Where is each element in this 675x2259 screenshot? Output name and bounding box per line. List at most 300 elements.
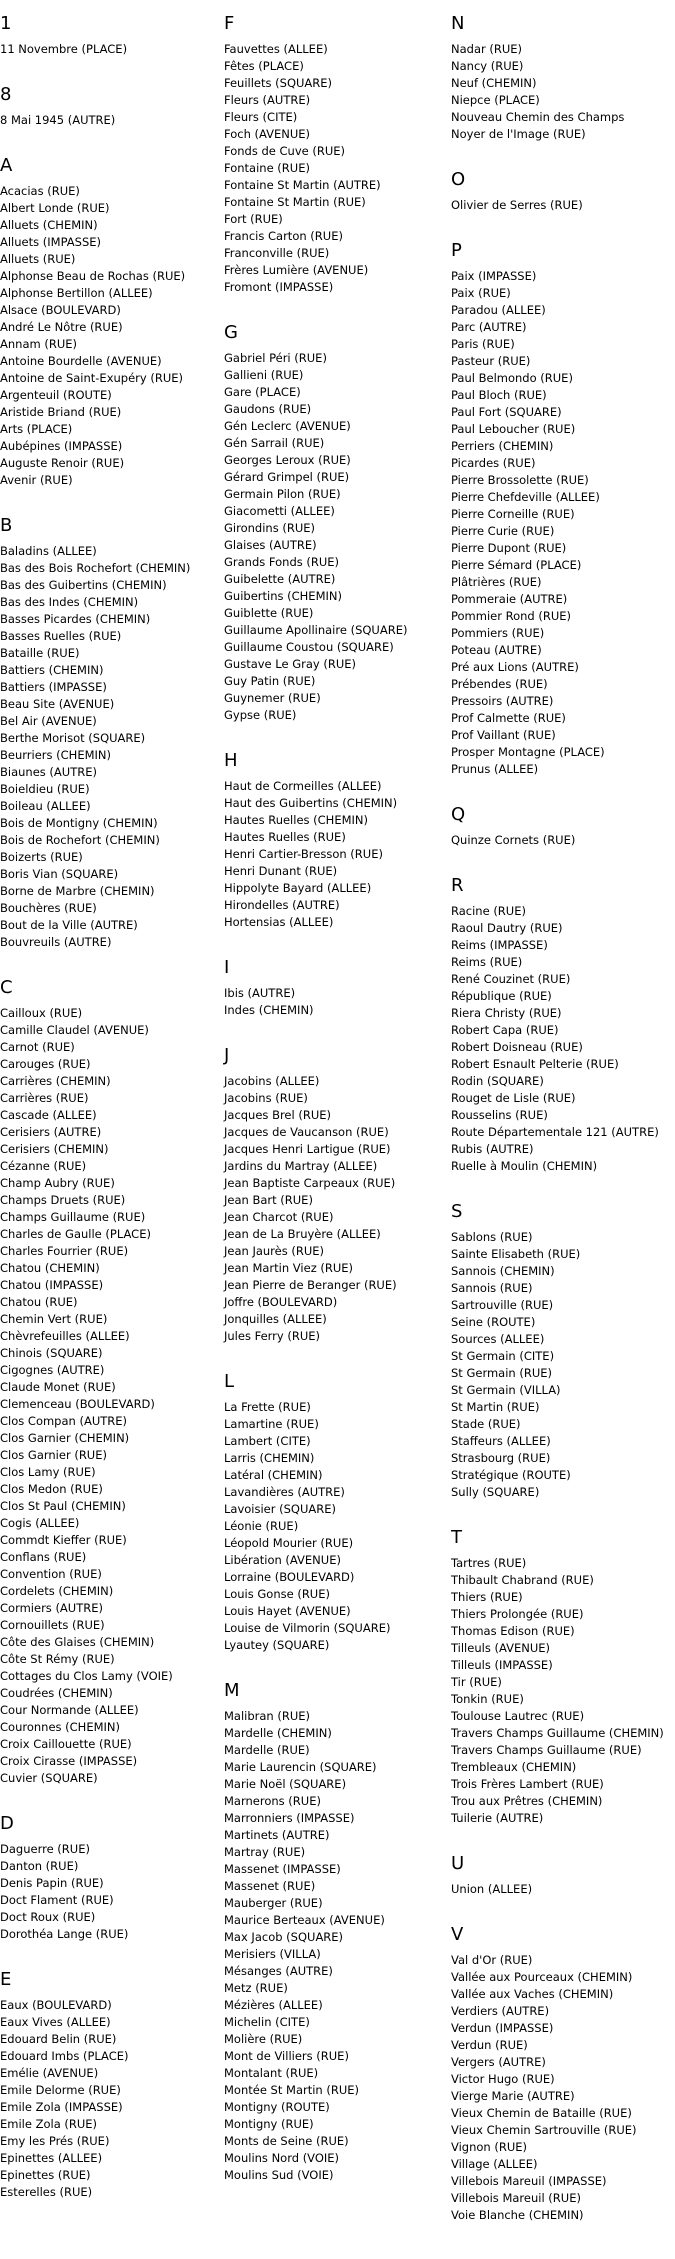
section-letter-heading: 8	[0, 84, 12, 105]
street-entry: Battiers (IMPASSE)	[0, 680, 107, 694]
street-entry: Chatou (CHEMIN)	[0, 1261, 100, 1275]
letter-section	[451, 1200, 675, 1501]
street-entry: Nouveau Chemin des Champs	[451, 110, 625, 124]
street-entry: Michelin (CITE)	[224, 2015, 310, 2029]
street-entry: Biaunes (AUTRE)	[0, 765, 97, 779]
section-letter-heading: T	[451, 1527, 462, 1548]
street-entry: Guy Patin (RUE)	[224, 674, 316, 688]
street-list	[224, 41, 446, 296]
letter-section	[0, 1812, 222, 1943]
street-entry: Bouvreuils (AUTRE)	[0, 935, 112, 949]
street-entry: Villebois Mareuil (RUE)	[451, 2191, 581, 2205]
street-entry: Gypse (RUE)	[224, 708, 297, 722]
street-entry: Ruelle à Moulin (CHEMIN)	[451, 1159, 598, 1173]
street-entry: Charles Fourrier (RUE)	[0, 1244, 129, 1258]
street-entry: Joffre (BOULEVARD)	[224, 1295, 338, 1309]
street-entry: Chatou (IMPASSE)	[0, 1278, 104, 1292]
street-list	[451, 1881, 675, 1898]
street-entry: Cigognes (AUTRE)	[0, 1363, 105, 1377]
street-entry: Glaises (AUTRE)	[224, 538, 317, 552]
street-entry: Avenir (RUE)	[0, 473, 73, 487]
section-letter-heading: V	[451, 1924, 464, 1945]
street-entry: Charles de Gaulle (PLACE)	[0, 1227, 151, 1241]
section-letter-heading: C	[0, 977, 13, 998]
street-entry: Foch (AVENUE)	[224, 127, 311, 141]
street-entry: Robert Doisneau (RUE)	[451, 1040, 583, 1054]
street-entry: Commdt Kieffer (RUE)	[0, 1533, 127, 1547]
street-entry: Eaux (BOULEVARD)	[0, 1998, 112, 2012]
street-entry: Chemin Vert (RUE)	[0, 1312, 108, 1326]
street-list	[451, 832, 675, 849]
street-entry: Rubis (AUTRE)	[451, 1142, 534, 1156]
street-entry: Clos Medon (RUE)	[0, 1482, 103, 1496]
street-entry: Villebois Mareuil (IMPASSE)	[451, 2174, 607, 2188]
street-entry: Borne de Marbre (CHEMIN)	[0, 884, 155, 898]
street-list	[451, 1952, 675, 2224]
street-entry: Hippolyte Bayard (ALLEE)	[224, 881, 372, 895]
street-entry: Battiers (CHEMIN)	[0, 663, 104, 677]
street-entry: Bas des Bois Rochefort (CHEMIN)	[0, 561, 191, 575]
street-entry: Paul Fort (SQUARE)	[451, 405, 562, 419]
street-entry: Gustave Le Gray (RUE)	[224, 657, 357, 671]
street-entry: Mardelle (CHEMIN)	[224, 1726, 332, 1740]
street-entry: Union (ALLEE)	[451, 1882, 533, 1896]
street-entry: Pierre Curie (RUE)	[451, 524, 555, 538]
street-entry: Alluets (CHEMIN)	[0, 218, 98, 232]
street-entry: Larris (CHEMIN)	[224, 1451, 315, 1465]
street-entry: Lyautey (SQUARE)	[224, 1638, 330, 1652]
street-list	[0, 112, 222, 129]
street-entry: Jacques de Vaucanson (RUE)	[224, 1125, 389, 1139]
street-entry: Metz (RUE)	[224, 1981, 288, 1995]
street-entry: Bas des Guibertins (CHEMIN)	[0, 578, 167, 592]
street-entry: St Germain (RUE)	[451, 1366, 553, 1380]
street-entry: Guillaume Apollinaire (SQUARE)	[224, 623, 408, 637]
street-entry: Dorothéa Lange (RUE)	[0, 1927, 129, 1941]
street-entry: Village (ALLEE)	[451, 2157, 538, 2171]
street-entry: Vieux Chemin Sartrouville (RUE)	[451, 2123, 637, 2137]
section-spacer	[224, 931, 446, 956]
street-entry: Fonds de Cuve (RUE)	[224, 144, 346, 158]
street-entry: Prunus (ALLEE)	[451, 762, 539, 776]
street-list	[0, 1997, 222, 2201]
street-entry: Vieux Chemin de Bataille (RUE)	[451, 2106, 632, 2120]
street-entry: Louise de Vilmorin (SQUARE)	[224, 1621, 391, 1635]
street-entry: Carouges (RUE)	[0, 1057, 91, 1071]
street-entry: Rodin (SQUARE)	[451, 1074, 544, 1088]
street-entry: Albert Londe (RUE)	[0, 201, 110, 215]
letter-section	[224, 956, 446, 1019]
street-entry: Paul Leboucher (RUE)	[451, 422, 576, 436]
street-entry: Plâtrières (RUE)	[451, 575, 542, 589]
street-entry: Frères Lumière (AVENUE)	[224, 263, 369, 277]
street-list	[451, 268, 675, 778]
street-entry: Molière (RUE)	[224, 2032, 303, 2046]
section-spacer	[0, 951, 222, 976]
street-entry: Montée St Martin (RUE)	[224, 2083, 360, 2097]
street-entry: Route Départementale 121 (AUTRE)	[451, 1125, 659, 1139]
section-spacer	[0, 1787, 222, 1812]
street-entry: Thomas Edison (RUE)	[451, 1624, 575, 1638]
street-entry: Daguerre (RUE)	[0, 1842, 90, 1856]
street-entry: Jonquilles (ALLEE)	[224, 1312, 327, 1326]
street-entry: Thiers (RUE)	[451, 1590, 523, 1604]
street-entry: Hirondelles (AUTRE)	[224, 898, 340, 912]
street-entry: Riera Christy (RUE)	[451, 1006, 562, 1020]
street-entry: Gén Leclerc (AVENUE)	[224, 419, 351, 433]
street-entry: Champs Guillaume (RUE)	[0, 1210, 146, 1224]
street-list	[224, 778, 446, 931]
letter-section	[451, 1526, 675, 1827]
street-entry: Denis Papin (RUE)	[0, 1876, 104, 1890]
index-column-1	[0, 12, 222, 2201]
street-entry: Thiers Prolongée (RUE)	[451, 1607, 584, 1621]
letter-section	[451, 12, 675, 143]
street-entry: Alphonse Beau de Rochas (RUE)	[0, 269, 186, 283]
street-entry: Guillaume Coustou (SQUARE)	[224, 640, 394, 654]
street-entry: Prosper Montagne (PLACE)	[451, 745, 605, 759]
street-entry: Gallieni (RUE)	[224, 368, 304, 382]
letter-section	[0, 514, 222, 951]
street-entry: Sully (SQUARE)	[451, 1485, 540, 1499]
street-entry: Cascade (ALLEE)	[0, 1108, 97, 1122]
street-entry: Grands Fonds (RUE)	[224, 555, 340, 569]
street-entry: Poteau (AUTRE)	[451, 643, 542, 657]
letter-section	[451, 239, 675, 778]
street-entry: Cézanne (RUE)	[0, 1159, 87, 1173]
street-entry: Haut des Guibertins (CHEMIN)	[224, 796, 398, 810]
street-entry: Fontaine St Martin (AUTRE)	[224, 178, 381, 192]
street-entry: Latéral (CHEMIN)	[224, 1468, 323, 1482]
street-entry: Moulins Sud (VOIE)	[224, 2168, 334, 2182]
street-entry: Pierre Sémard (PLACE)	[451, 558, 582, 572]
street-entry: Jean Charcot (RUE)	[224, 1210, 334, 1224]
street-entry: Aristide Briand (RUE)	[0, 405, 122, 419]
section-letter-heading: Q	[451, 804, 466, 825]
street-entry: Danton (RUE)	[0, 1859, 79, 1873]
street-entry: Jardins du Martray (ALLEE)	[224, 1159, 378, 1173]
street-entry: Girondins (RUE)	[224, 521, 315, 535]
street-entry: Reims (RUE)	[451, 955, 523, 969]
section-letter-heading: U	[451, 1853, 465, 1874]
street-entry: Auguste Renoir (RUE)	[0, 456, 125, 470]
street-entry: Gén Sarrail (RUE)	[224, 436, 325, 450]
street-entry: Bel Air (AVENUE)	[0, 714, 97, 728]
street-entry: Eaux Vives (ALLEE)	[0, 2015, 111, 2029]
letter-section	[451, 1923, 675, 2224]
street-entry: Edouard Imbs (PLACE)	[0, 2049, 129, 2063]
street-entry: Cour Normande (ALLEE)	[0, 1703, 139, 1717]
section-spacer	[451, 849, 675, 874]
index-column-2	[224, 12, 446, 2184]
street-list	[224, 1399, 446, 1654]
street-entry: Cuvier (SQUARE)	[0, 1771, 98, 1785]
street-list	[0, 1005, 222, 1787]
letter-section	[451, 874, 675, 1175]
street-entry: Louis Gonse (RUE)	[224, 1587, 330, 1601]
street-entry: Robert Capa (RUE)	[451, 1023, 559, 1037]
street-entry: Prébendes (RUE)	[451, 677, 548, 691]
street-entry: Giacometti (ALLEE)	[224, 504, 335, 518]
section-letter-heading: P	[451, 240, 462, 261]
street-entry: Nancy (RUE)	[451, 59, 524, 73]
section-spacer	[451, 1898, 675, 1923]
section-letter-heading: A	[0, 155, 13, 176]
street-list	[451, 197, 675, 214]
section-letter-heading: R	[451, 875, 464, 896]
street-entry: St Martin (RUE)	[451, 1400, 540, 1414]
street-entry: Jean Martin Viez (RUE)	[224, 1261, 354, 1275]
street-entry: Jean Jaurès (RUE)	[224, 1244, 325, 1258]
street-entry: Parc (AUTRE)	[451, 320, 527, 334]
street-entry: Cailloux (RUE)	[0, 1006, 83, 1020]
section-letter-heading: O	[451, 169, 466, 190]
street-entry: Bois de Montigny (CHEMIN)	[0, 816, 158, 830]
street-entry: Libération (AVENUE)	[224, 1553, 341, 1567]
street-entry: Emélie (AVENUE)	[0, 2066, 99, 2080]
street-entry: Montalant (RUE)	[224, 2066, 319, 2080]
street-entry: Guynemer (RUE)	[224, 691, 321, 705]
street-entry: Sources (ALLEE)	[451, 1332, 545, 1346]
street-entry: Beurriers (CHEMIN)	[0, 748, 111, 762]
street-entry: Pressoirs (AUTRE)	[451, 694, 554, 708]
letter-section	[224, 1679, 446, 2184]
street-entry: Jean Baptiste Carpeaux (RUE)	[224, 1176, 396, 1190]
section-spacer	[224, 724, 446, 749]
street-entry: Ibis (AUTRE)	[224, 986, 296, 1000]
street-entry: Sablons (RUE)	[451, 1230, 533, 1244]
street-list	[0, 183, 222, 489]
street-entry: Côte St Rémy (RUE)	[0, 1652, 115, 1666]
street-entry: Sannois (CHEMIN)	[451, 1264, 555, 1278]
street-list	[451, 41, 675, 143]
letter-section	[224, 749, 446, 931]
street-entry: Cottages du Clos Lamy (VOIE)	[0, 1669, 173, 1683]
section-letter-heading: I	[224, 957, 230, 978]
street-entry: Lambert (CITE)	[224, 1434, 311, 1448]
street-entry: Tonkin (RUE)	[451, 1692, 524, 1706]
street-entry: Aubépines (IMPASSE)	[0, 439, 123, 453]
street-entry: Marie Noël (SQUARE)	[224, 1777, 347, 1791]
street-entry: Cerisiers (AUTRE)	[0, 1125, 102, 1139]
street-entry: Gare (PLACE)	[224, 385, 301, 399]
section-letter-heading: M	[224, 1680, 240, 1701]
letter-section	[224, 12, 446, 296]
letter-section	[0, 83, 222, 129]
street-entry: Pasteur (RUE)	[451, 354, 531, 368]
street-entry: Germain Pilon (RUE)	[224, 487, 341, 501]
section-spacer	[451, 214, 675, 239]
letter-section	[224, 321, 446, 724]
street-entry: Prof Vaillant (RUE)	[451, 728, 556, 742]
street-entry: Vallée aux Vaches (CHEMIN)	[451, 1987, 614, 2001]
street-entry: Indes (CHEMIN)	[224, 1003, 314, 1017]
street-entry: Martinets (AUTRE)	[224, 1828, 330, 1842]
street-entry: St Germain (CITE)	[451, 1349, 555, 1363]
street-entry: Racine (RUE)	[451, 904, 526, 918]
street-entry: 8 Mai 1945 (AUTRE)	[0, 113, 116, 127]
street-list	[0, 1841, 222, 1943]
street-entry: Vergers (AUTRE)	[451, 2055, 546, 2069]
street-entry: Pierre Chefdeville (ALLEE)	[451, 490, 600, 504]
street-entry: Franconville (RUE)	[224, 246, 330, 260]
street-list	[0, 543, 222, 951]
street-entry: Trois Frères Lambert (RUE)	[451, 1777, 604, 1791]
street-entry: Clos Garnier (RUE)	[0, 1448, 107, 1462]
street-list	[0, 41, 222, 58]
section-spacer	[0, 129, 222, 154]
street-entry: Epinettes (RUE)	[0, 2168, 91, 2182]
section-spacer	[451, 1827, 675, 1852]
street-entry: Tuilerie (AUTRE)	[451, 1811, 544, 1825]
street-entry: Paix (IMPASSE)	[451, 269, 537, 283]
street-entry: Gaudons (RUE)	[224, 402, 312, 416]
street-entry: Emile Zola (RUE)	[0, 2117, 98, 2131]
street-entry: Seine (ROUTE)	[451, 1315, 536, 1329]
street-entry: René Couzinet (RUE)	[451, 972, 571, 986]
street-entry: Max Jacob (SQUARE)	[224, 1930, 344, 1944]
street-entry: Olivier de Serres (RUE)	[451, 198, 583, 212]
street-entry: Vignon (RUE)	[451, 2140, 528, 2154]
street-entry: Henri Dunant (RUE)	[224, 864, 338, 878]
street-entry: Paix (RUE)	[451, 286, 511, 300]
street-entry: Mardelle (RUE)	[224, 1743, 310, 1757]
street-list	[224, 1708, 446, 2184]
street-entry: Vierge Marie (AUTRE)	[451, 2089, 575, 2103]
street-entry: Cordelets (CHEMIN)	[0, 1584, 114, 1598]
street-entry: Coudrées (CHEMIN)	[0, 1686, 113, 1700]
street-entry: Moulins Nord (VOIE)	[224, 2151, 340, 2165]
street-entry: Massenet (RUE)	[224, 1879, 316, 1893]
street-entry: Fleurs (CITE)	[224, 110, 298, 124]
street-entry: Clos Lamy (RUE)	[0, 1465, 96, 1479]
street-entry: Léopold Mourier (RUE)	[224, 1536, 354, 1550]
street-entry: Picardes (RUE)	[451, 456, 536, 470]
street-entry: Jacobins (RUE)	[224, 1091, 308, 1105]
street-entry: Staffeurs (ALLEE)	[451, 1434, 551, 1448]
street-entry: Tilleuls (IMPASSE)	[451, 1658, 553, 1672]
street-entry: Bois de Rochefort (CHEMIN)	[0, 833, 160, 847]
street-entry: Tir (RUE)	[451, 1675, 502, 1689]
street-entry: Vallée aux Pourceaux (CHEMIN)	[451, 1970, 633, 1984]
street-entry: Pierre Corneille (RUE)	[451, 507, 575, 521]
street-entry: Basses Picardes (CHEMIN)	[0, 612, 151, 626]
section-letter-heading: E	[0, 1969, 12, 1990]
street-entry: Jean Bart (RUE)	[224, 1193, 313, 1207]
street-entry: Travers Champs Guillaume (CHEMIN)	[451, 1726, 664, 1740]
letter-section	[0, 12, 222, 58]
street-entry: Champs Druets (RUE)	[0, 1193, 126, 1207]
street-entry: Fleurs (AUTRE)	[224, 93, 311, 107]
street-entry: Alphonse Bertillon (ALLEE)	[0, 286, 153, 300]
street-entry: Haut de Cormeilles (ALLEE)	[224, 779, 382, 793]
section-letter-heading: 1	[0, 13, 12, 34]
section-spacer	[0, 489, 222, 514]
street-entry: Beau Site (AVENUE)	[0, 697, 115, 711]
street-list	[451, 1555, 675, 1827]
street-entry: Chatou (RUE)	[0, 1295, 78, 1309]
letter-section	[224, 1044, 446, 1345]
street-entry: Martray (RUE)	[224, 1845, 306, 1859]
street-entry: Thibault Chabrand (RUE)	[451, 1573, 594, 1587]
street-entry: Mauberger (RUE)	[224, 1896, 323, 1910]
index-column-3	[451, 12, 675, 2224]
section-spacer	[0, 58, 222, 83]
street-entry: Nadar (RUE)	[451, 42, 523, 56]
street-entry: Robert Esnault Pelterie (RUE)	[451, 1057, 619, 1071]
section-letter-heading: D	[0, 1813, 14, 1834]
letter-section	[0, 1968, 222, 2201]
street-entry: Léonie (RUE)	[224, 1519, 299, 1533]
street-entry: Alsace (BOULEVARD)	[0, 303, 121, 317]
section-letter-heading: S	[451, 1201, 463, 1222]
street-entry: Sannois (RUE)	[451, 1281, 533, 1295]
street-entry: Carnot (RUE)	[0, 1040, 75, 1054]
street-entry: 11 Novembre (PLACE)	[0, 42, 128, 56]
street-entry: Cerisiers (CHEMIN)	[0, 1142, 109, 1156]
street-entry: Annam (RUE)	[0, 337, 77, 351]
letter-section	[0, 976, 222, 1787]
street-entry: Jules Ferry (RUE)	[224, 1329, 321, 1343]
street-entry: Chèvrefeuilles (ALLEE)	[0, 1329, 130, 1343]
street-entry: Stratégique (ROUTE)	[451, 1468, 571, 1482]
street-entry: Bout de la Ville (AUTRE)	[0, 918, 138, 932]
street-entry: Feuillets (SQUARE)	[224, 76, 333, 90]
street-entry: Maurice Berteaux (AVENUE)	[224, 1913, 385, 1927]
street-entry: Baladins (ALLEE)	[0, 544, 97, 558]
section-spacer	[224, 1345, 446, 1370]
street-entry: Georges Leroux (RUE)	[224, 453, 351, 467]
street-entry: Champ Aubry (RUE)	[0, 1176, 115, 1190]
street-entry: Reims (IMPASSE)	[451, 938, 548, 952]
street-entry: Quinze Cornets (RUE)	[451, 833, 576, 847]
street-entry: Camille Claudel (AVENUE)	[0, 1023, 149, 1037]
street-entry: La Frette (RUE)	[224, 1400, 311, 1414]
street-entry: Pierre Dupont (RUE)	[451, 541, 567, 555]
street-entry: Montigny (RUE)	[224, 2117, 314, 2131]
street-entry: Niepce (PLACE)	[451, 93, 540, 107]
section-letter-heading: L	[224, 1371, 235, 1392]
street-entry: Cornouillets (RUE)	[0, 1618, 105, 1632]
street-entry: Pré aux Lions (AUTRE)	[451, 660, 579, 674]
letter-section	[0, 154, 222, 489]
street-entry: Tilleuls (AVENUE)	[451, 1641, 550, 1655]
street-list	[451, 903, 675, 1175]
street-entry: Boizerts (RUE)	[0, 850, 83, 864]
street-entry: Paul Belmondo (RUE)	[451, 371, 573, 385]
section-letter-heading: F	[224, 13, 235, 34]
street-entry: Mésanges (AUTRE)	[224, 1964, 333, 1978]
street-entry: Jacques Brel (RUE)	[224, 1108, 332, 1122]
street-entry: Emile Zola (IMPASSE)	[0, 2100, 123, 2114]
street-entry: Jean Pierre de Beranger (RUE)	[224, 1278, 397, 1292]
section-spacer	[451, 1175, 675, 1200]
street-entry: Pommier Rond (RUE)	[451, 609, 572, 623]
street-entry: Rousselins (RUE)	[451, 1108, 548, 1122]
street-entry: Verdun (RUE)	[451, 2038, 528, 2052]
street-entry: Rouget de Lisle (RUE)	[451, 1091, 576, 1105]
street-entry: Emy les Prés (RUE)	[0, 2134, 110, 2148]
street-entry: Clos Garnier (CHEMIN)	[0, 1431, 130, 1445]
letter-section	[451, 168, 675, 214]
section-letter-heading: J	[224, 1045, 230, 1066]
street-entry: Convention (RUE)	[0, 1567, 102, 1581]
street-entry: Croix Caillouette (RUE)	[0, 1737, 132, 1751]
street-entry: Fêtes (PLACE)	[224, 59, 304, 73]
street-entry: Sartrouville (RUE)	[451, 1298, 554, 1312]
street-entry: Emile Delorme (RUE)	[0, 2083, 121, 2097]
street-entry: Alluets (IMPASSE)	[0, 235, 101, 249]
